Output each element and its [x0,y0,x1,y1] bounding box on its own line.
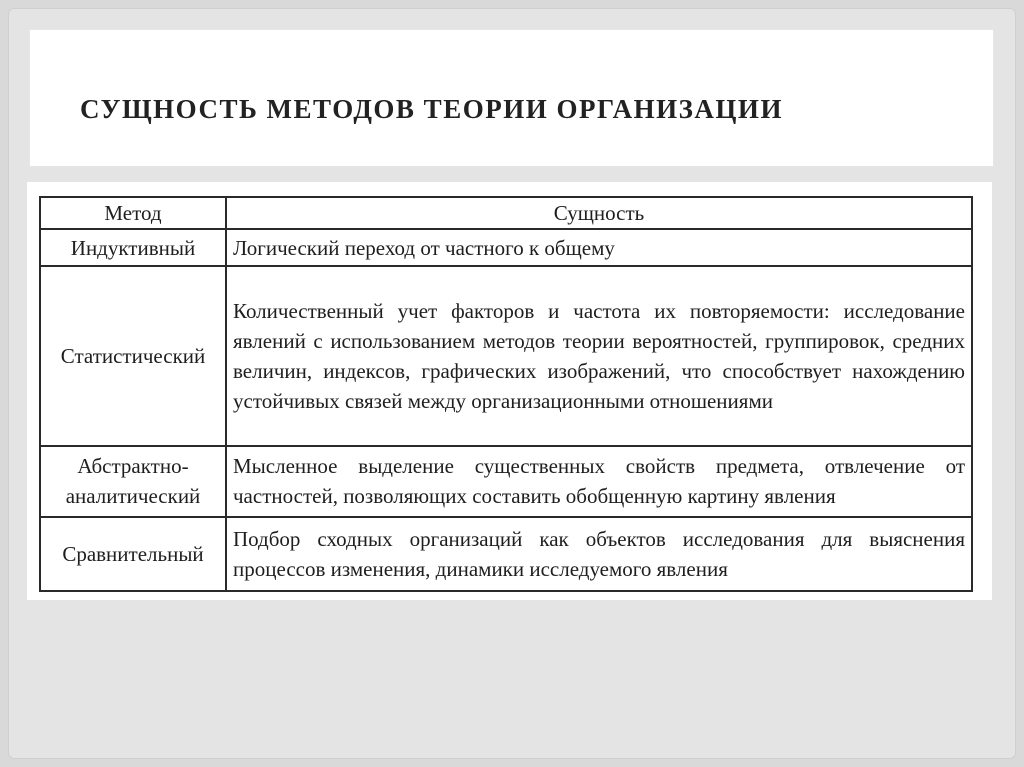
table-row [40,266,972,446]
essence-cell: Мысленное выделение существенных свойств предмета, отвлечение от частностей, позволяющих составить обобщенную картину явления [226,446,972,516]
slide-title: СУЩНОСТЬ МЕТОДОВ ТЕОРИИ ОРГАНИЗАЦИИ [80,94,783,124]
table-header-row [40,197,972,229]
methods-table [39,196,973,592]
table-row [40,517,972,592]
title-box [30,30,993,166]
table-row [40,229,972,266]
method-cell: Статистический [40,266,226,446]
method-cell: Сравнительный [40,517,226,592]
table-row [40,446,972,516]
essence-cell: Логический переход от частного к общему [226,229,972,266]
method-cell: Индуктивный [40,229,226,266]
method-cell: Абстрактно-аналитический [40,446,226,516]
header-method: Метод [40,197,226,229]
essence-cell: Подбор сходных организаций как объектов исследования для выяснения процессов изменения, динамики исследуемого явления [226,517,972,592]
header-essence: Сущность [226,197,972,229]
essence-cell: Количественный учет факторов и частота их повторяемости: исследование явлений с использованием методов теории вероятностей, группировок, средних величин, индексов, графических изображений, что способствует нахождению устойчивых связей между организационными отношениями [226,266,972,446]
table-image [27,182,992,600]
